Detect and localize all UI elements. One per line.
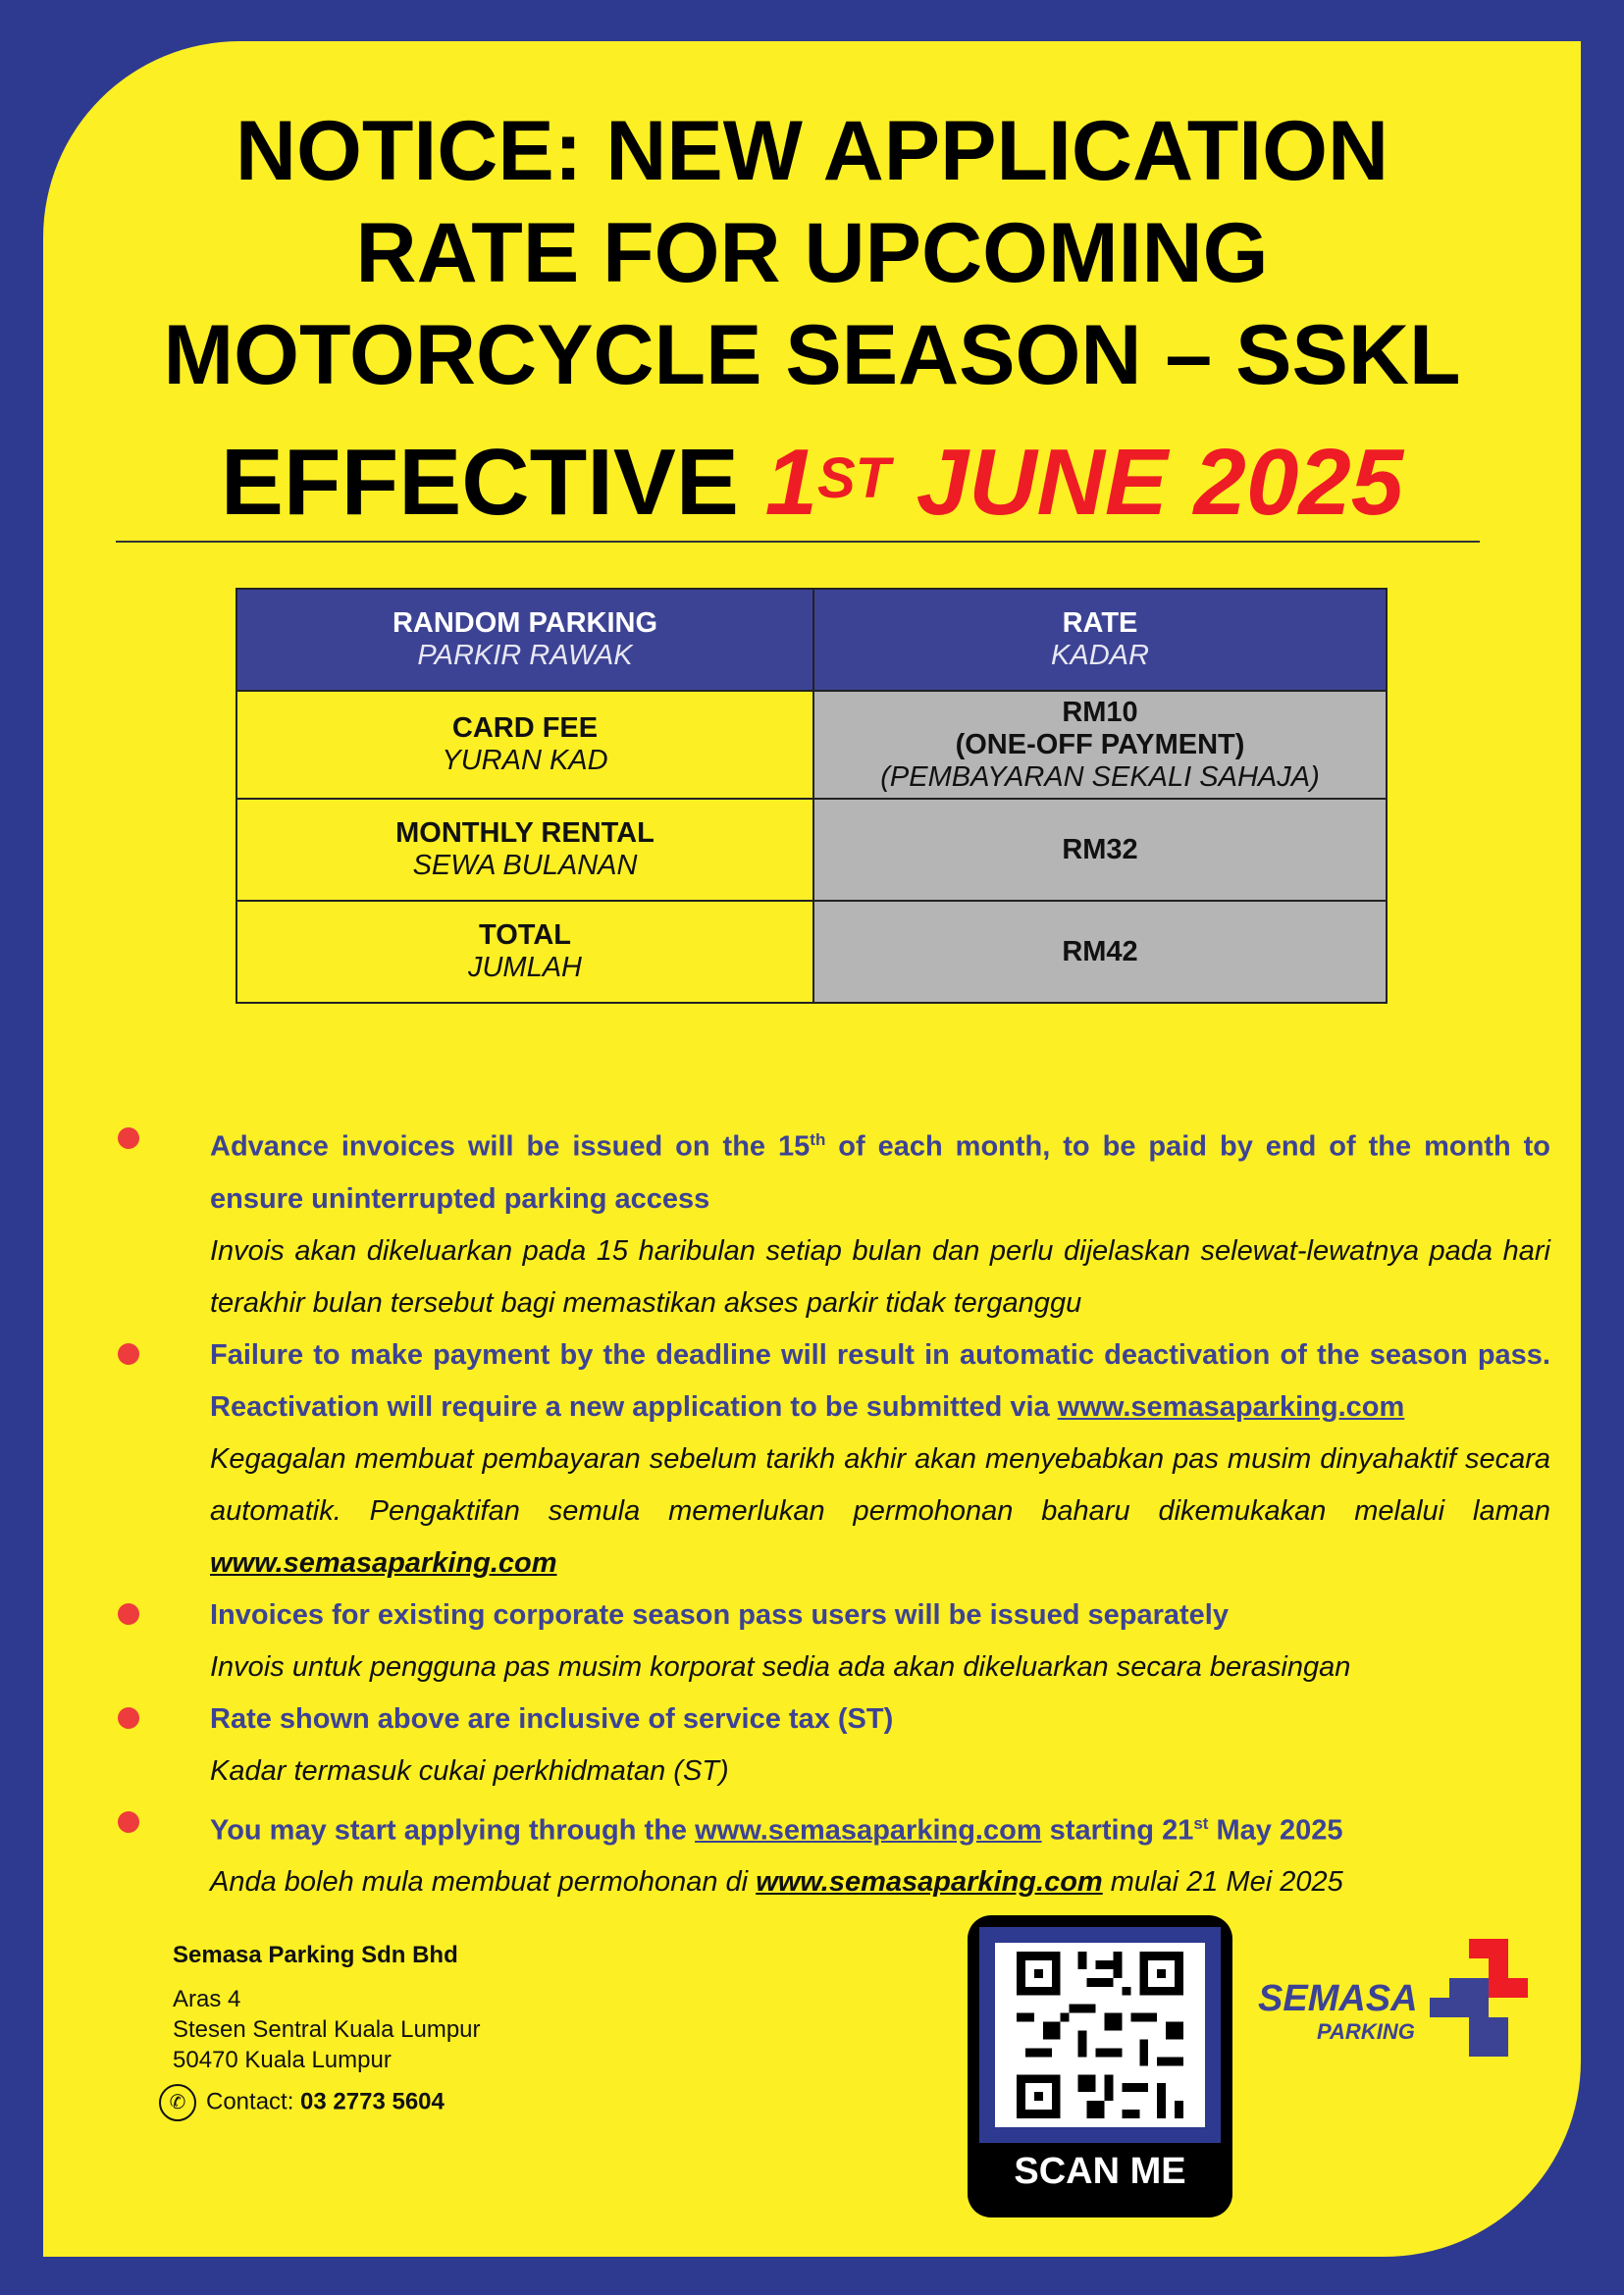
- label-ms: SEWA BULANAN: [412, 850, 638, 881]
- list-item: [118, 1694, 1550, 1798]
- header-col1-en: RANDOM PARKING: [392, 607, 658, 639]
- value: RM10: [1062, 696, 1138, 728]
- row-value: [813, 901, 1387, 1003]
- bullet-icon: [118, 1811, 139, 1833]
- header-col2-ms: KADAR: [1051, 640, 1149, 671]
- label-ms: YURAN KAD: [442, 745, 608, 776]
- website-link[interactable]: www.semasaparking.com: [1057, 1390, 1405, 1423]
- list-item: [118, 1330, 1550, 1590]
- rate-table: [236, 588, 1388, 1004]
- company-address: [173, 1940, 481, 2075]
- bullet-icon: [118, 1707, 139, 1729]
- notice-panel: [43, 41, 1581, 2257]
- table-row: [236, 691, 1387, 799]
- company-name: Semasa Parking Sdn Bhd: [173, 1942, 458, 1968]
- scan-me-label: SCAN ME: [1014, 2151, 1186, 2192]
- address-line-3: 50470 Kuala Lumpur: [173, 2047, 392, 2073]
- title-line-2: RATE FOR UPCOMING: [355, 206, 1269, 300]
- label-en: CARD FEE: [451, 712, 599, 744]
- note-ms: Invois akan dikeluarkan pada 15 haribulan setiap bulan dan perlu dijelaskan selewat-lewatnya pada hari terakhir bulan tersebut bagi memastikan akses parkir tidak terganggu: [210, 1234, 1550, 1319]
- list-item: [118, 1590, 1550, 1694]
- effective-date: [43, 429, 1581, 537]
- title-line-3: MOTORCYCLE SEASON – SSKL: [163, 308, 1461, 402]
- label-ms: JUMLAH: [467, 952, 582, 983]
- list-item: [118, 1798, 1550, 1909]
- value-line2: (ONE-OFF PAYMENT): [955, 728, 1245, 760]
- row-value: [813, 691, 1387, 799]
- address-line-2: Stesen Sentral Kuala Lumpur: [173, 2016, 481, 2043]
- row-value: [813, 799, 1387, 901]
- logo-mark-icon: [1430, 1939, 1528, 2057]
- contact-label: Contact:: [206, 2088, 301, 2115]
- effective-month-year: JUNE 2025: [916, 430, 1404, 535]
- table-header-row: [236, 589, 1387, 691]
- table-row: [236, 901, 1387, 1003]
- logo-name: SEMASA: [1258, 1978, 1418, 2019]
- notes-list: [118, 1114, 1550, 1908]
- divider: [116, 541, 1480, 543]
- header-col1-ms: PARKIR RAWAK: [417, 640, 633, 671]
- website-link[interactable]: www.semasaparking.com: [210, 1546, 557, 1579]
- row-label: [236, 901, 813, 1003]
- effective-prefix: EFFECTIVE: [220, 430, 739, 535]
- note-en: Failure to make payment by the deadline will result in automatic deactivation of the season pass. Reactivation will require a new application to be submitted via www.semasaparking.com: [210, 1338, 1550, 1423]
- label-en: MONTHLY RENTAL: [395, 817, 655, 849]
- bullet-icon: [118, 1343, 139, 1365]
- effective-date-value: [765, 430, 1404, 535]
- bullet-icon: [118, 1603, 139, 1625]
- effective-day: 1: [764, 430, 817, 535]
- value: RM42: [1062, 935, 1138, 967]
- note-ms: Invois untuk pengguna pas musim korporat sedia ada akan dikeluarkan secara berasingan: [210, 1650, 1351, 1683]
- semasa-logo: [1258, 1939, 1533, 2066]
- header-col2-en: RATE: [1062, 607, 1138, 639]
- effective-day-sup: ST: [817, 446, 891, 510]
- bullet-icon: [118, 1127, 139, 1149]
- website-link[interactable]: www.semasaparking.com: [695, 1814, 1042, 1847]
- table-row: [236, 799, 1387, 901]
- phone-icon: ✆: [159, 2084, 196, 2121]
- qr-code-block[interactable]: [968, 1915, 1232, 2217]
- list-item: [118, 1114, 1550, 1330]
- row-label: [236, 799, 813, 901]
- logo-sub: PARKING: [1317, 2019, 1415, 2044]
- note-en: Rate shown above are inclusive of service tax (ST): [210, 1702, 894, 1735]
- note-en: You may start applying through the www.semasaparking.com starting 21st May 2025: [210, 1813, 1343, 1847]
- header-rate: [813, 589, 1387, 691]
- value-ms: (PEMBAYARAN SEKALI SAHAJA): [880, 760, 1320, 793]
- contact-number[interactable]: 03 2773 5604: [300, 2088, 445, 2115]
- value: RM32: [1062, 833, 1138, 865]
- note-ms: Anda boleh mula membuat permohonan di www.semasaparking.com mulai 21 Mei 2025: [210, 1866, 1343, 1899]
- address-line-1: Aras 4: [173, 1986, 241, 2012]
- header-random-parking: [236, 589, 813, 691]
- row-label: [236, 691, 813, 799]
- qr-frame: [979, 1927, 1221, 2143]
- website-link[interactable]: www.semasaparking.com: [756, 1866, 1103, 1899]
- note-ms: Kegagalan membuat pembayaran sebelum tarikh akhir akan menyebabkan pas musim dinyahaktif secara automatik. Pengaktifan semula memerlukan permohonan baharu dikemukakan melalui laman www.semasaparking.com: [210, 1442, 1550, 1579]
- title-line-1: NOTICE: NEW APPLICATION: [235, 104, 1389, 198]
- note-ms: Kadar termasuk cukai perkhidmatan (ST): [210, 1754, 729, 1787]
- contact-line: [159, 2084, 445, 2121]
- label-en: TOTAL: [479, 919, 571, 951]
- notice-title: [43, 100, 1581, 406]
- qr-code-icon[interactable]: [995, 1943, 1205, 2127]
- note-en: Advance invoices will be issued on the 15th of each month, to be paid by end of the month to ensure uninterrupted parking access: [210, 1130, 1550, 1215]
- note-en: Invoices for existing corporate season pass users will be issued separately: [210, 1598, 1229, 1631]
